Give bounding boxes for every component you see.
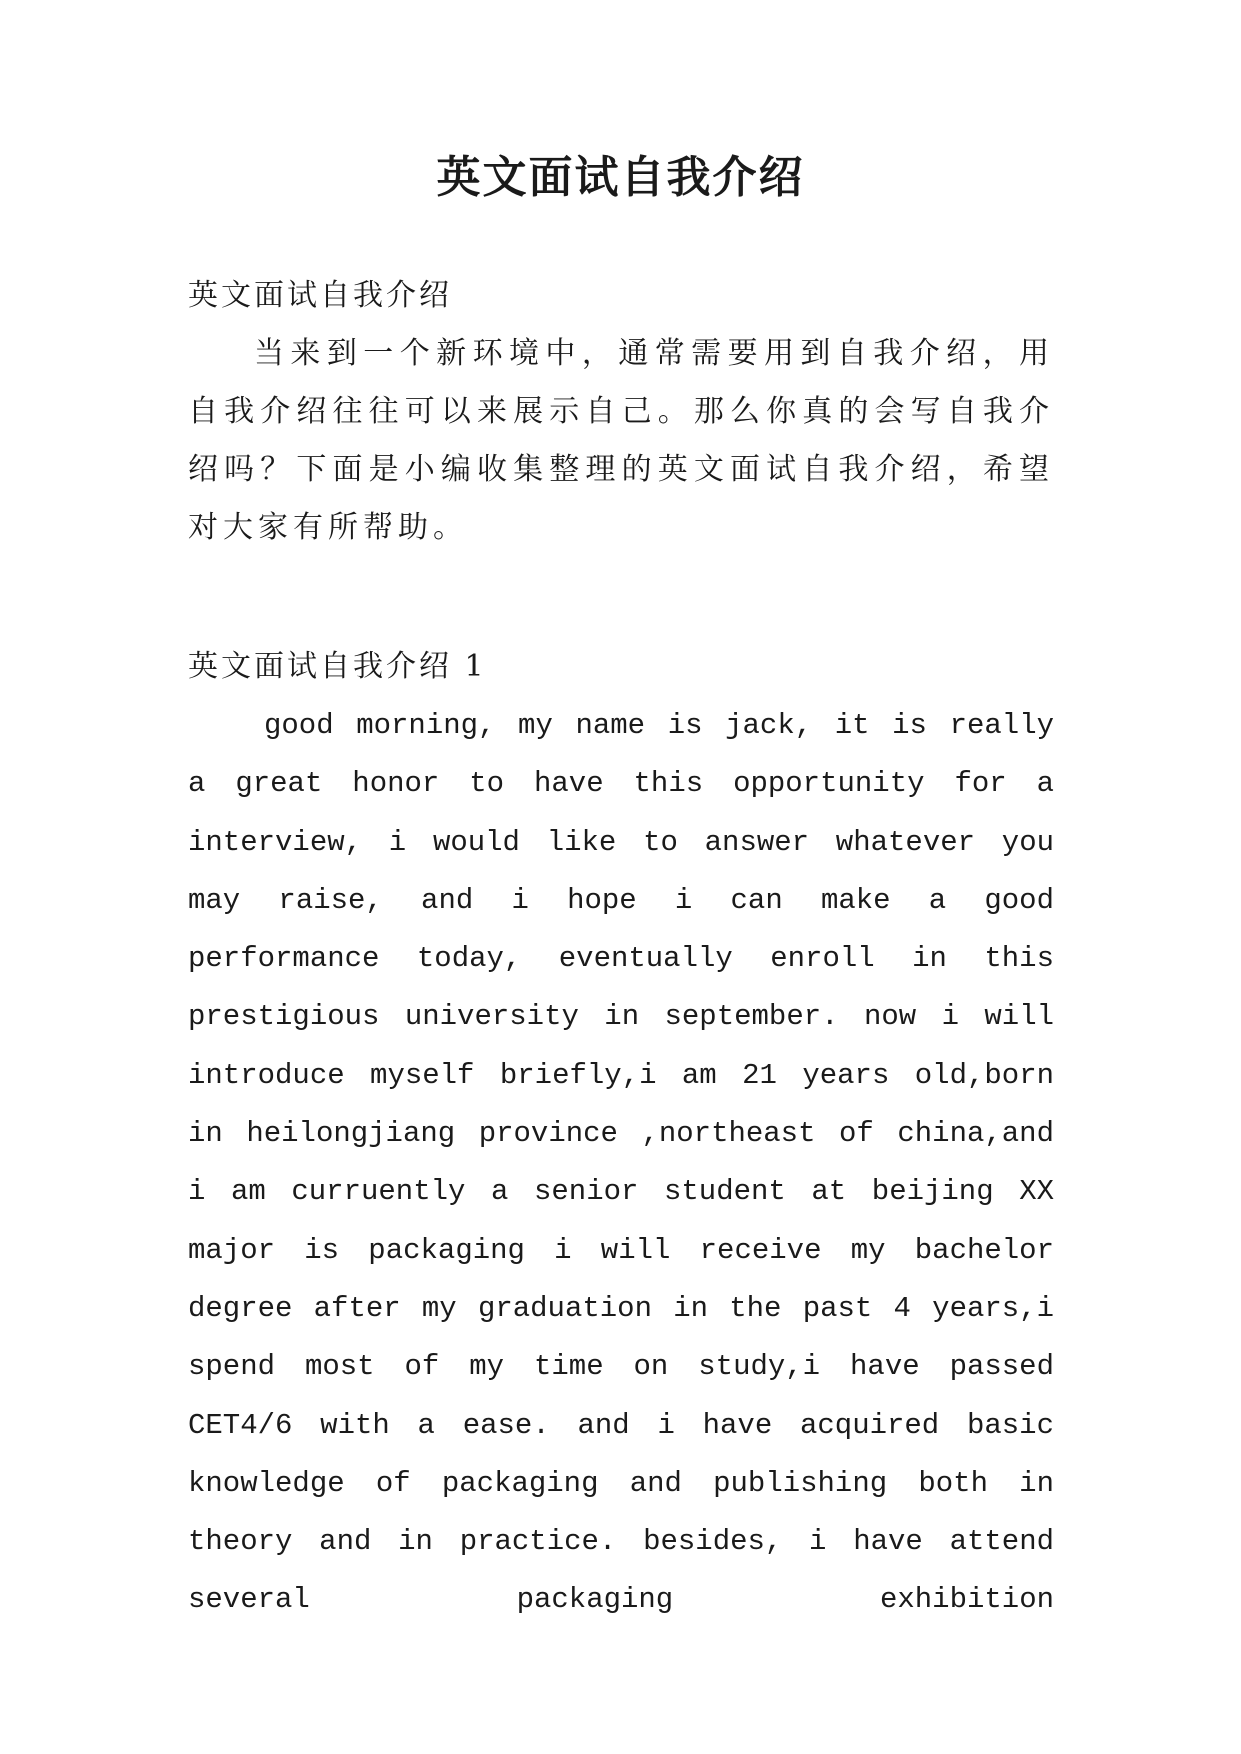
subheading-1: 英文面试自我介绍 1 bbox=[188, 649, 487, 684]
document-title: 英文面试自我介绍 bbox=[436, 152, 805, 203]
section-heading: 英文面试自我介绍 bbox=[188, 278, 452, 313]
intro-paragraph: 当来到一个新环境中，通常需要用到自我介绍，用自我介绍往往可以来展示自己。那么你真的会写自我介绍吗？下面是小编收集整理的英文面试自我介绍，希望对大家有所帮助。 bbox=[188, 336, 1054, 545]
intro-section bbox=[188, 267, 1054, 557]
subsection-1-header bbox=[188, 638, 1054, 696]
english-paragraph-1: good morning, my name is jack, it is really a great honor to have this opportunity for a interview, i would like to answer whatever you may raise, and i hope i can make a good performance today, eventually enroll in this prestigious university in september. now i will introduce myself briefly,i am 21 years old,born in heilongjiang province ,northeast of china,and i am curruently a senior student at beijing XX major is packaging i will receive my bachelor degree after my graduation in the past 4 years,i spend most of my time on study,i have passed CET4/6 with a ease. and i have acquired basic knowledge of packaging and publishing both in theory and in practice. besides, i have attend several packaging exhibition bbox=[188, 709, 1054, 1617]
